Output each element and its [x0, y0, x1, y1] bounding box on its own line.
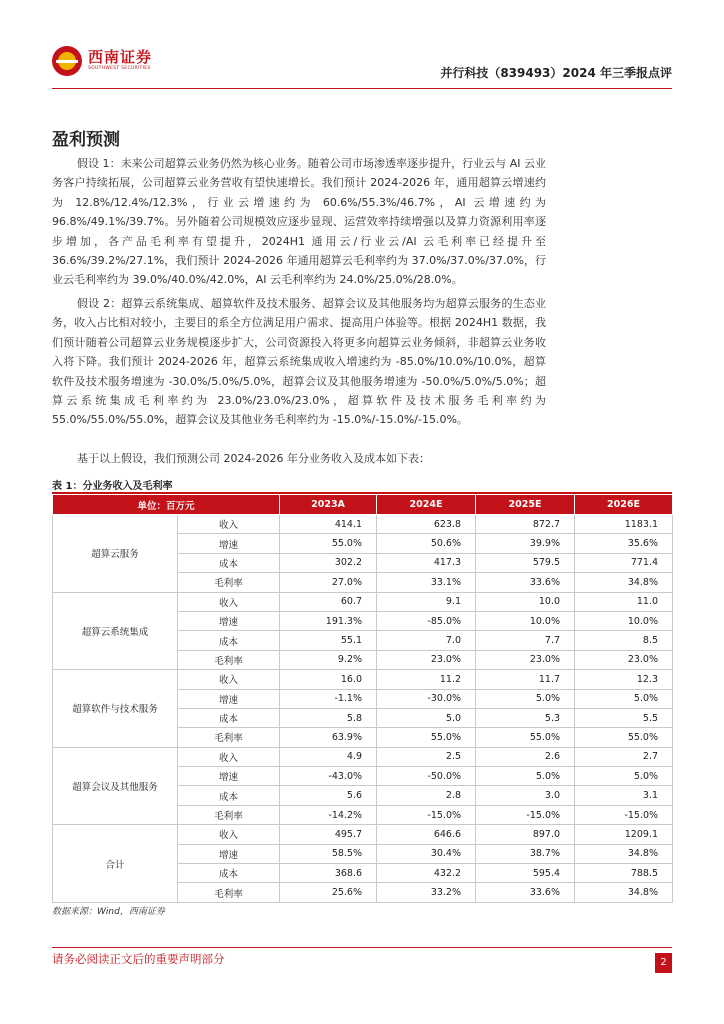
- table-cell: -43.0%: [280, 767, 377, 786]
- page-number: 2: [655, 953, 672, 973]
- row-item-label: 增速: [178, 611, 280, 630]
- table-row: [53, 592, 673, 611]
- table-row: [53, 670, 673, 689]
- row-item-label: 毛利率: [178, 728, 280, 747]
- table-cell: 1209.1: [575, 825, 673, 844]
- table-cell: 63.9%: [280, 728, 377, 747]
- table-cell: 55.0%: [476, 728, 575, 747]
- table-cell: 33.2%: [377, 883, 476, 902]
- row-item-label: 毛利率: [178, 805, 280, 824]
- table-caption: 表 1：分业务收入及毛利率: [52, 481, 173, 492]
- assumption-2-paragraph: 假设 2：超算云系统集成、超算软件及技术服务、超算会议及其他服务均为超算云服务的生态业务，收入占比相对较小，主要目的系全方位满足用户需求、提高用户体验等。根据 2024H1 数据，我们预计随着公司超算云业务规模逐步扩大，公司资源投入将更多向超算云业务倾斜，非超算云业务收入将下降。我们预计 2024-2026 年，超算云系统集成收入增速约为 -85.0%/10.0%/10.0%，超算软件及技术服务增速为 -30.0%/5.0%/5.0%，超算会议及其他服务增速为 -50.0%/5.0%/5.0%；超算云系统集成毛利率约为 23.0%/23.0%/23.0%，超算软件及技术服务毛利率约为 55.0%/55.0%/55.0%，超算会议及其他业务毛利率约为 -15.0%/-15.0%/-15.0%。: [52, 297, 546, 427]
- table-cell: 33.6%: [476, 573, 575, 592]
- table-cell: 368.6: [280, 864, 377, 883]
- table-header-row: [53, 495, 673, 515]
- table-cell: 5.8: [280, 708, 377, 727]
- table-cell: 33.1%: [377, 573, 476, 592]
- row-item-label: 毛利率: [178, 573, 280, 592]
- section-title: 盈利预测: [52, 130, 120, 150]
- footer-divider: [52, 947, 672, 948]
- table-cell: 23.0%: [377, 650, 476, 669]
- row-item-label: 收入: [178, 747, 280, 766]
- table-cell: -14.2%: [280, 805, 377, 824]
- table-cell: 23.0%: [575, 650, 673, 669]
- table-cell: 1183.1: [575, 515, 673, 534]
- row-item-label: 收入: [178, 592, 280, 611]
- logo-icon: [52, 46, 82, 76]
- table-cell: 5.0%: [476, 689, 575, 708]
- assumption-1-paragraph: 假设 1：未来公司超算云业务仍然为核心业务。随着公司市场渗透率逐步提升，行业云与 AI 云业务客户持续拓展，公司超算云业务营收有望快速增长。我们预计 2024-2026 年，通用超算云增速约为 12.8%/12.4%/12.3%，行业云增速约为 60.6%/55.3%/46.7%，AI 云增速约为 96.8%/49.1%/39.7%。另外随着公司规模效应逐步显现、运营效率持续增强以及算力资源利用率逐步增加，各产品毛利率有望提升，2024H1 通用云/行业云/AI 云毛利率已经提升至 36.6%/39.2%/27.1%，我们预计 2024-2026 年通用超算云毛利率约为 37.0%/37.0%/37.0%，行业云毛利率约为 39.0%/40.0%/42.0%，AI 云毛利率约为 24.0%/25.0%/28.0%。: [52, 157, 546, 287]
- data-source: 数据来源：Wind，西南证券: [52, 907, 165, 917]
- row-item-label: 成本: [178, 864, 280, 883]
- row-item-label: 成本: [178, 708, 280, 727]
- table-cell: 771.4: [575, 553, 673, 572]
- table-cell: -1.1%: [280, 689, 377, 708]
- table-cell: 50.6%: [377, 534, 476, 553]
- table-cell: 33.6%: [476, 883, 575, 902]
- segment-name: 超算软件与技术服务: [53, 670, 178, 748]
- table-cell: 25.6%: [280, 883, 377, 902]
- header-2024e: 2024E: [377, 495, 476, 515]
- table-cell: 5.5: [575, 708, 673, 727]
- logo-text: 西南证券: [88, 48, 153, 66]
- table-cell: 414.1: [280, 515, 377, 534]
- table-cell: 7.7: [476, 631, 575, 650]
- revenue-margin-table: [52, 494, 673, 903]
- row-item-label: 增速: [178, 844, 280, 863]
- table-cell: 16.0: [280, 670, 377, 689]
- table-cell: 2.5: [377, 747, 476, 766]
- table-cell: 55.0%: [575, 728, 673, 747]
- table-cell: 30.4%: [377, 844, 476, 863]
- table-cell: 10.0%: [476, 611, 575, 630]
- segment-name: 超算云系统集成: [53, 592, 178, 670]
- table-cell: 38.7%: [476, 844, 575, 863]
- table-cell: 39.9%: [476, 534, 575, 553]
- table-cell: 4.9: [280, 747, 377, 766]
- row-item-label: 毛利率: [178, 883, 280, 902]
- table-cell: 5.0%: [575, 767, 673, 786]
- logo-subtext: SOUTHWEST SECURITIES: [88, 66, 151, 71]
- row-item-label: 收入: [178, 825, 280, 844]
- row-item-label: 增速: [178, 534, 280, 553]
- table-cell: 5.0%: [476, 767, 575, 786]
- header-divider: [52, 88, 672, 89]
- header-2026e: 2026E: [575, 495, 673, 515]
- table-cell: 9.1: [377, 592, 476, 611]
- table-cell: 5.0: [377, 708, 476, 727]
- table-cell: 10.0%: [575, 611, 673, 630]
- table-cell: -50.0%: [377, 767, 476, 786]
- table-cell: 58.5%: [280, 844, 377, 863]
- row-item-label: 收入: [178, 515, 280, 534]
- table-cell: 7.0: [377, 631, 476, 650]
- page-header: [52, 38, 672, 88]
- table-cell: 2.6: [476, 747, 575, 766]
- table-cell: 11.2: [377, 670, 476, 689]
- row-item-label: 毛利率: [178, 650, 280, 669]
- table-cell: -15.0%: [377, 805, 476, 824]
- table-cell: 11.7: [476, 670, 575, 689]
- header-2025e: 2025E: [476, 495, 575, 515]
- table-cell: 11.0: [575, 592, 673, 611]
- table-cell: 35.6%: [575, 534, 673, 553]
- table-cell: 8.5: [575, 631, 673, 650]
- table-cell: 595.4: [476, 864, 575, 883]
- table-row: [53, 747, 673, 766]
- summary-paragraph: 基于以上假设，我们预测公司 2024-2026 年分业务收入及成本如下表：: [77, 452, 430, 465]
- table-cell: 3.1: [575, 786, 673, 805]
- table-cell: 23.0%: [476, 650, 575, 669]
- table-cell: 55.0%: [280, 534, 377, 553]
- table-cell: 872.7: [476, 515, 575, 534]
- table-cell: 10.0: [476, 592, 575, 611]
- table-cell: 5.3: [476, 708, 575, 727]
- table-cell: 623.8: [377, 515, 476, 534]
- table-cell: 302.2: [280, 553, 377, 572]
- table-cell: 55.1: [280, 631, 377, 650]
- table-cell: 897.0: [476, 825, 575, 844]
- row-item-label: 成本: [178, 553, 280, 572]
- table-cell: 417.3: [377, 553, 476, 572]
- table-cell: 2.8: [377, 786, 476, 805]
- report-title: 并行科技（839493）2024 年三季报点评: [440, 66, 672, 80]
- table-cell: 495.7: [280, 825, 377, 844]
- row-item-label: 成本: [178, 631, 280, 650]
- table-cell: 60.7: [280, 592, 377, 611]
- table-cell: 646.6: [377, 825, 476, 844]
- table-cell: 432.2: [377, 864, 476, 883]
- segment-name: 超算会议及其他服务: [53, 747, 178, 825]
- row-item-label: 收入: [178, 670, 280, 689]
- table-cell: 788.5: [575, 864, 673, 883]
- disclaimer-text: 请务必阅读正文后的重要声明部分: [52, 952, 225, 966]
- table-cell: 2.7: [575, 747, 673, 766]
- header-unit: 单位：百万元: [53, 495, 280, 515]
- segment-name: 超算云服务: [53, 515, 178, 593]
- table-cell: -30.0%: [377, 689, 476, 708]
- table-cell: 34.8%: [575, 883, 673, 902]
- table-cell: 34.8%: [575, 844, 673, 863]
- row-item-label: 增速: [178, 767, 280, 786]
- table-row: [53, 825, 673, 844]
- table-cell: 3.0: [476, 786, 575, 805]
- table-cell: 34.8%: [575, 573, 673, 592]
- table-cell: 579.5: [476, 553, 575, 572]
- table-cell: 55.0%: [377, 728, 476, 747]
- table-cell: -15.0%: [575, 805, 673, 824]
- segment-name: 合计: [53, 825, 178, 903]
- table-cell: 191.3%: [280, 611, 377, 630]
- table-cell: 27.0%: [280, 573, 377, 592]
- header-2023a: 2023A: [280, 495, 377, 515]
- table-cell: 5.0%: [575, 689, 673, 708]
- table-cell: 12.3: [575, 670, 673, 689]
- table-cell: 9.2%: [280, 650, 377, 669]
- row-item-label: 增速: [178, 689, 280, 708]
- row-item-label: 成本: [178, 786, 280, 805]
- table-cell: 5.6: [280, 786, 377, 805]
- table-row: [53, 515, 673, 534]
- table-cell: -85.0%: [377, 611, 476, 630]
- table-cell: -15.0%: [476, 805, 575, 824]
